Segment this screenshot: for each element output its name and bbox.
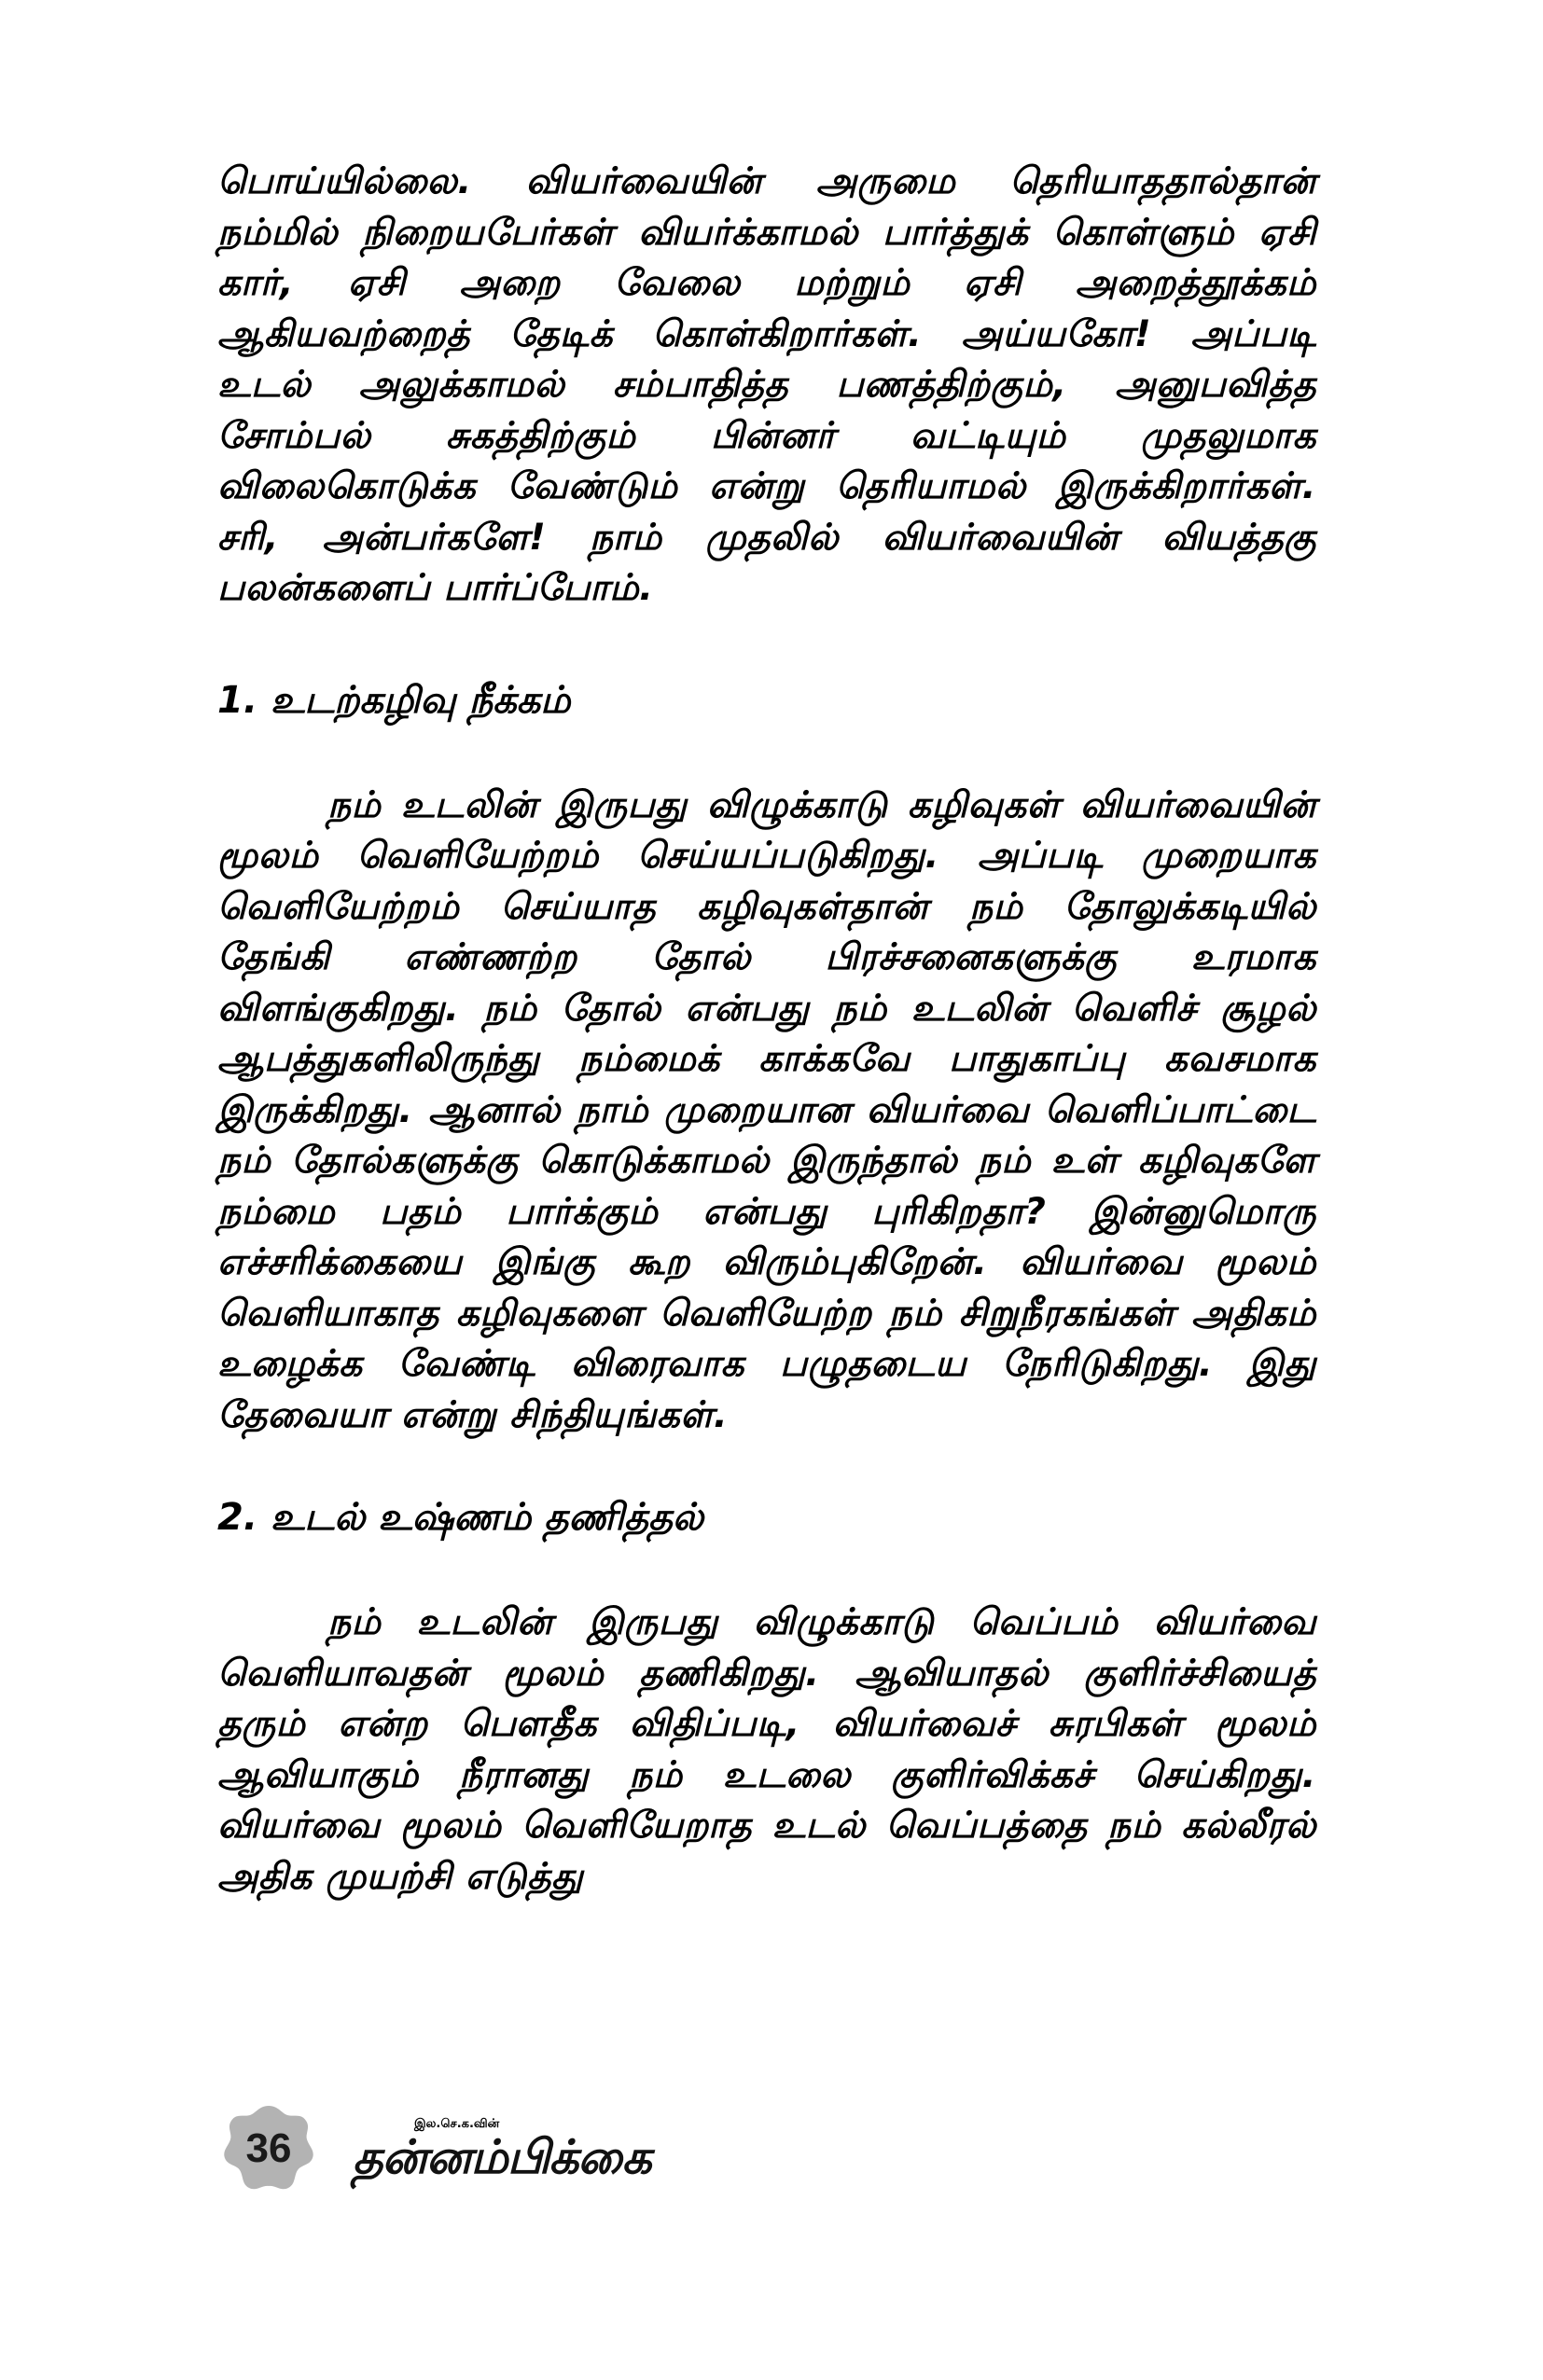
page-footer <box>222 2102 688 2214</box>
section-1-paragraph: நம் உடலின் இருபது விழுக்காடு கழிவுகள் வியர்வையின் மூலம் வெளியேற்றம் செய்யப்படுகிறது. அப்படி முறையாக வெளியேற்றம் செய்யாத கழிவுகள்தான் நம் தோலுக்கடியில் தேங்கி எண்ணற்ற தோல் பிரச்சனைகளுக்கு உரமாக விளங்குகிறது. நம் தோல் என்பது நம் உடலின் வெளிச் சூழல் ஆபத்துகளிலிருந்து நம்மைக் காக்கவே பாதுகாப்பு கவசமாக இருக்கிறது. ஆனால் நாம் முறையான வியர்வை வெளிப்பாட்டை நம் தோல்களுக்கு கொடுக்காமல் இருந்தால் நம் உள் கழிவுகளே நம்மை பதம் பார்க்கும் என்பது புரிகிறதா? இன்னுமொரு எச்சரிக்கையை இங்கு கூற விரும்புகிறேன். வியர்வை மூலம் வெளியாகாத கழிவுகளை வெளியேற்ற நம் சிறுநீரகங்கள் அதிகம் உழைக்க வேண்டி விரைவாக பழுதடைய நேரிடுகிறது. இது தேவையா என்று சிந்தியுங்கள். <box>217 783 1316 1436</box>
magazine-title: தன்னம்பிக்கை <box>353 2130 651 2184</box>
magazine-byline: இல.செ.க.வின் <box>414 2117 500 2131</box>
section-heading-2: 2. உடல் உஷ்ணம் தணித்தல் <box>217 1496 704 1539</box>
page-number: 36 <box>245 2125 292 2171</box>
intro-paragraph: பொய்யில்லை. வியர்வையின் அருமை தெரியாததால்தான் நம்மில் நிறையபேர்கள் வியர்க்காமல் பார்த்துக் கொள்ளும் ஏசி கார், ஏசி அறை வேலை மற்றும் ஏசி அறைத்தூக்கம் ஆகியவற்றைத் தேடிக் கொள்கிறார்கள். அய்யகோ! அப்படி உடல் அலுக்காமல் சம்பாதித்த பணத்திற்கும், அனுபவித்த சோம்பல் சுகத்திற்கும் பின்னர் வட்டியும் முதலுமாக விலைகொடுக்க வேண்டும் என்று தெரியாமல் இருக்கிறார்கள். சரி, அன்பர்களே! நாம் முதலில் வியர்வையின் வியத்தகு பலன்களைப் பார்ப்போம். <box>217 160 1316 609</box>
page-content <box>217 157 1316 1903</box>
section-2-paragraph: நம் உடலின் இருபது விழுக்காடு வெப்பம் வியர்வை வெளியாவதன் மூலம் தணிகிறது. ஆவியாதல் குளிர்ச்சியைத் தரும் என்ற பௌதீக விதிப்படி, வியர்வைச் சுரபிகள் மூலம் ஆவியாகும் நீரானது நம் உடலை குளிர்விக்கச் செய்கிறது. வியர்வை மூலம் வெளியேறாத உடல் வெப்பத்தை நம் கல்லீரல் அதிக முயற்சி எடுத்து <box>217 1601 1316 1898</box>
section-heading-1: 1. உடற்கழிவு நீக்கம் <box>217 678 571 722</box>
